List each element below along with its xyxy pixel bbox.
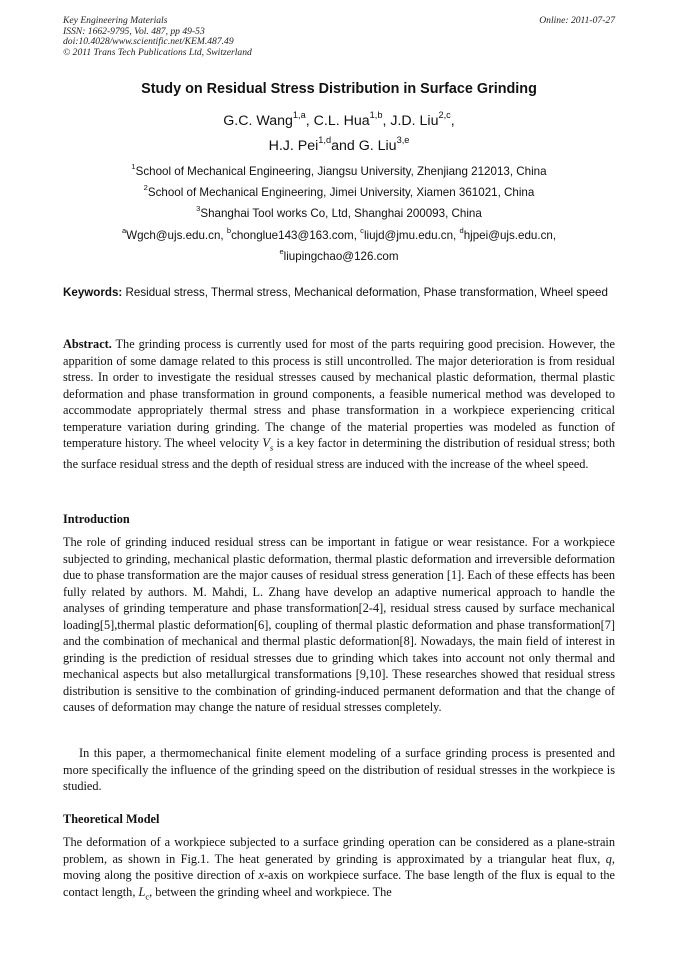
email-mark: d <box>459 226 464 236</box>
author-name: C.L. Hua <box>313 113 370 129</box>
author-affiliation-mark: 2,c <box>438 110 451 121</box>
author-line-1: G.C. Wang$^{1,a}$, C.L. Hua$^{1,b}$, J.D. Liu$^{2,c}$, <box>223 110 455 129</box>
author-name: H.J. Pei <box>268 138 319 154</box>
author-line-2 <box>63 135 615 154</box>
email-address[interactable]: chonglue143@163.com, <box>231 229 357 242</box>
abstract-block <box>63 336 615 472</box>
wheel-velocity-symbol: V <box>262 436 270 450</box>
affiliation-1 <box>63 162 615 178</box>
email-mark: e <box>279 247 284 257</box>
doi-line: doi:10.4028/www.scientific.net/KEM.487.49 <box>63 36 234 48</box>
email-mark: a <box>121 226 127 236</box>
affiliation-text: Shanghai Tool works Co, Ltd, Shanghai 200093, China <box>200 207 482 220</box>
affiliation-number: 2 <box>143 183 148 193</box>
journal-header <box>63 16 615 58</box>
keywords-block <box>63 286 615 301</box>
email-mark: c <box>360 226 364 236</box>
author-affiliation-mark: 3,e <box>396 135 410 146</box>
email-line-2 <box>63 247 615 263</box>
theoretical-model-paragraph <box>63 834 615 904</box>
keywords-label: Keywords: <box>63 286 123 299</box>
email-address[interactable]: Wgch@ujs.edu.cn, <box>126 229 224 242</box>
journal-name: Key Engineering Materials <box>63 15 168 26</box>
keywords-text: Residual stress, Thermal stress, Mechanical deformation, Phase transformation, Wheel speed <box>122 286 608 299</box>
affiliation-text: School of Mechanical Engineering, Jiangsu University, Zhenjiang 212013, China <box>135 165 547 178</box>
affiliation-2 <box>63 183 615 199</box>
email-address[interactable]: liujd@jmu.edu.cn, <box>363 229 457 242</box>
contact-length-subscript: c <box>145 890 150 901</box>
affiliation-number: 3 <box>196 204 201 214</box>
theory-text: -axis on workpiece surface. The base length of the flux is equal to the contact length, <box>63 868 615 899</box>
author-name: and G. Liu <box>331 138 397 154</box>
email-mark: b <box>226 226 232 236</box>
online-date: Online: 2011-07-27 <box>539 15 615 26</box>
paper-title: Study on Residual Stress Distribution in Surface Grinding <box>141 81 537 97</box>
theory-text: , moving along the positive direction of <box>63 851 615 882</box>
email-line-1 <box>63 226 615 242</box>
wheel-velocity-subscript: s <box>269 442 274 453</box>
email-address[interactable]: liupingchao@126.com <box>283 250 399 263</box>
theory-text: , between the grinding wheel and workpiece. The <box>149 884 392 899</box>
issn-line: ISSN: 1662-9795, Vol. 487, pp 49-53 <box>63 25 205 37</box>
affiliation-3 <box>63 204 615 220</box>
abstract-text-end: is a key factor in determining the distribution of residual stress; both the surface residual stress and the depth of residual stress are induced with the increase of the wheel speed. <box>63 436 616 471</box>
introduction-heading: Introduction <box>63 512 130 526</box>
author-name: J.D. Liu <box>390 113 439 129</box>
email-address[interactable]: hjpei@ujs.edu.cn, <box>463 229 557 242</box>
copyright-line: © 2011 Trans Tech Publications Ltd, Switzerland <box>63 46 252 58</box>
affiliation-number: 1 <box>131 162 136 172</box>
introduction-paragraph-2: In this paper, a thermomechanical finite element modeling of a surface grinding process is presented and more specifically the influence of the grinding speed on the distribution of residual stresses in the workpiece is studied. <box>63 746 615 793</box>
theoretical-model-heading: Theoretical Model <box>63 812 160 826</box>
introduction-paragraph-1: The role of grinding induced residual stress can be important in fatigue or wear resistance. For a workpiece subjected to grinding, mechanical plastic deformation, thermal plastic deformation and irreversible deformation due to phase transformation are the major causes of residual stress generation [1]. Each of these effects has been fully related by authors. M. Mahdi, L. Zhang have develop an adaptive numerical approach to handle the analyses of grinding temperature and phase transformation[2-4], residual stress caused by surface mechanical loading[5],thermal plastic deformation[6], coupling of thermal plastic deformation and phase transformation[7] and the combination of mechanical and thermal plastic deformation[8]. Nowadays, the main field of interest in grinding is the prediction of residual stresses due to grinding which takes into account not only thermal and mechanical aspects but also metallurgical transformations [9,10]. These researches showed that residual stress distribution is sensitive to the combination of grinding-induced permanent deformation and that the change of causes of deformation may change the nature of residual stresses completely. <box>63 535 615 714</box>
x-axis-symbol: x <box>258 868 264 882</box>
author-affiliation-mark: 1,a <box>292 110 306 121</box>
author-affiliation-mark: 1,d <box>318 135 332 146</box>
author-name: G.C. Wang <box>223 113 293 129</box>
author-affiliation-mark: 1,b <box>369 110 383 121</box>
heat-flux-symbol: q <box>605 851 612 866</box>
affiliation-text: School of Mechanical Engineering, Jimei University, Xiamen 361021, China <box>147 186 535 199</box>
abstract-text: The grinding process is currently used for most of the parts requiring good precision. However, the apparition of some damage related to this process is still uncontrolled. The major deterioration is from residual stress. In order to investigate the residual stresses caused by mechanical plastic deformation, thermal plastic deformation and phase transformation in ground components, a feasible numerical method was developed to accommodate appropriately thermal stress and phase transformation in a workpiece experiencing critical temperature variation during grinding. The change of the material properties was modeled as function of temperature history. The wheel velocity <box>63 337 615 450</box>
theory-text: The deformation of a workpiece subjected to a surface grinding operation can be considered as a plane-strain problem, as shown in Fig.1. The heat generated by grinding is approximated by a triangular heat flux, <box>63 835 615 866</box>
contact-length-symbol: L <box>138 884 146 899</box>
abstract-label: Abstract. <box>63 337 112 351</box>
